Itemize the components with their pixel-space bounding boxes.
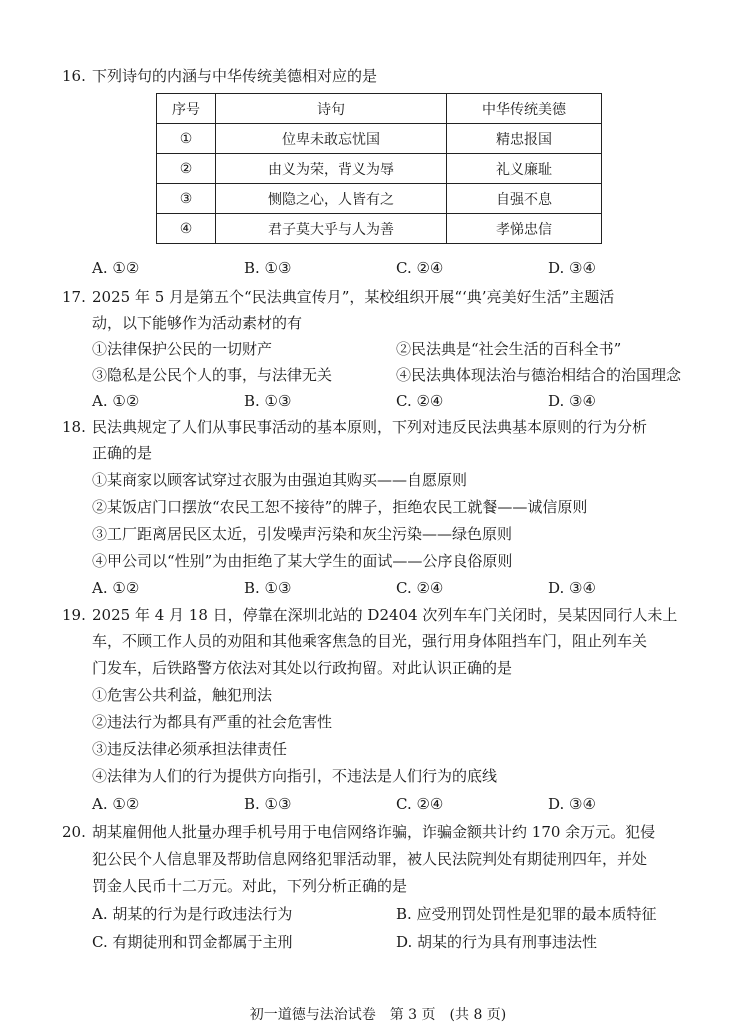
table-row (157, 214, 602, 244)
option-b[interactable]: B. ①③ (244, 795, 292, 813)
table-header-row (157, 94, 602, 124)
table-header-cell: 序号 (157, 94, 216, 124)
question-text-cont: 正确的是 (92, 444, 153, 462)
option-c[interactable]: C. ②④ (396, 579, 444, 597)
question-17-stem (62, 284, 702, 310)
statement-item: ④法律为人们的行为提供方向指引，不违法是人们行为的底线 (92, 767, 498, 785)
table-header-cell: 诗句 (216, 94, 447, 124)
table-row (157, 154, 602, 184)
question-16-stem (62, 63, 702, 89)
question-text: 2025 年 4 月 18 日，停靠在深圳北站的 D2404 次列车车门关闭时，吴某因同行人未上 (92, 606, 678, 624)
question-number: 19. (62, 606, 86, 624)
option-c[interactable]: C. ②④ (396, 795, 444, 813)
question-18-stem (62, 414, 702, 440)
option-d[interactable]: D. ③④ (548, 579, 596, 597)
question-text: 下列诗句的内涵与中华传统美德相对应的是 (92, 67, 378, 85)
statement-item: ①某商家以顾客试穿过衣服为由强迫其购买——自愿原则 (92, 471, 468, 489)
answer-options (92, 901, 692, 927)
question-number: 16. (62, 67, 86, 85)
statement-item: ①法律保护公民的一切财产 (92, 340, 273, 358)
statement-row (92, 336, 692, 362)
question-20-stem (62, 819, 702, 845)
statement-item: ②民法典是“社会生活的百科全书” (396, 340, 622, 358)
question-text: 胡某雇佣他人批量办理手机号用于电信网络诈骗，诈骗金额共计约 170 余万元。犯侵 (92, 823, 656, 841)
statement-item: ④民法典体现法治与德治相结合的治国理念 (396, 366, 682, 384)
option-b[interactable]: B. ①③ (244, 392, 292, 410)
question-19-stem (62, 602, 702, 628)
page-footer: 初一道德与法治试卷 第 3 页 (共 8 页) (249, 1007, 507, 1023)
statement-item: ③工厂距离居民区太近，引发噪声污染和灰尘污染——绿色原则 (92, 525, 513, 543)
table-cell: 孝悌忠信 (447, 214, 602, 244)
table-cell: 精忠报国 (447, 124, 602, 154)
question-number: 18. (62, 418, 86, 436)
option-a[interactable]: A. ①② (92, 795, 140, 813)
question-text-cont: 罚金人民币十二万元。对此，下列分析正确的是 (92, 877, 408, 895)
table-cell: 礼义廉耻 (447, 154, 602, 184)
answer-options (92, 792, 632, 816)
answer-options (92, 389, 632, 413)
statement-item: ②违法行为都具有严重的社会危害性 (92, 713, 333, 731)
option-c[interactable]: C. ②④ (396, 392, 444, 410)
table-cell: 位卑未敢忘忧国 (216, 124, 447, 154)
table-row (157, 184, 602, 214)
table-cell: 君子莫大乎与人为善 (216, 214, 447, 244)
question-text: 2025 年 5 月是第五个“民法典宣传月”，某校组织开展“‘典’亮美好生活”主题活 (92, 288, 615, 306)
statement-item: ③隐私是公民个人的事，与法律无关 (92, 366, 333, 384)
answer-options (92, 256, 632, 280)
option-d[interactable]: D. ③④ (548, 795, 596, 813)
option-a[interactable]: A. ①② (92, 579, 140, 597)
virtues-table (156, 93, 602, 244)
option-c[interactable]: C. 有期徒刑和罚金都属于主刑 (92, 933, 293, 951)
option-d[interactable]: D. ③④ (548, 259, 596, 277)
answer-options (92, 576, 632, 600)
question-text-cont: 门发车，后铁路警方依法对其处以行政拘留。对此认识正确的是 (92, 659, 513, 677)
statement-item: ②某饭店门口摆放“农民工恕不接待”的牌子，拒绝农民工就餐——诚信原则 (92, 498, 588, 516)
question-text-cont: 车，不顾工作人员的劝阻和其他乘客焦急的目光，强行用身体阻挡车门，阻止列车关 (92, 632, 648, 650)
table-cell: 由义为荣，背义为辱 (216, 154, 447, 184)
option-b[interactable]: B. 应受刑罚处罚性是犯罪的最本质特征 (396, 905, 657, 923)
statement-row (92, 362, 692, 388)
question-text-cont: 犯公民个人信息罪及帮助信息网络犯罪活动罪，被人民法院判处有期徒刑四年，并处 (92, 850, 648, 868)
option-a[interactable]: A. 胡某的行为是行政违法行为 (92, 905, 293, 923)
question-number: 20. (62, 823, 86, 841)
table-cell: ④ (157, 214, 216, 244)
table-row (157, 124, 602, 154)
table-cell: 自强不息 (447, 184, 602, 214)
option-b[interactable]: B. ①③ (244, 579, 292, 597)
question-number: 17. (62, 288, 86, 306)
table-cell: ③ (157, 184, 216, 214)
option-a[interactable]: A. ①② (92, 392, 140, 410)
statement-item: ③违反法律必须承担法律责任 (92, 740, 288, 758)
table-cell: ① (157, 124, 216, 154)
statement-item: ①危害公共利益，触犯刑法 (92, 686, 273, 704)
answer-options (92, 929, 692, 955)
question-text-cont: 动，以下能够作为活动素材的有 (92, 314, 303, 332)
option-d[interactable]: D. 胡某的行为具有刑事违法性 (396, 933, 598, 951)
table-cell: 恻隐之心，人皆有之 (216, 184, 447, 214)
option-a[interactable]: A. ①② (92, 259, 140, 277)
table-cell: ② (157, 154, 216, 184)
option-d[interactable]: D. ③④ (548, 392, 596, 410)
option-c[interactable]: C. ②④ (396, 259, 444, 277)
statement-item: ④甲公司以“性别”为由拒绝了某大学生的面试——公序良俗原则 (92, 552, 513, 570)
option-b[interactable]: B. ①③ (244, 259, 292, 277)
question-text: 民法典规定了人们从事民事活动的基本原则，下列对违反民法典基本原则的行为分析 (92, 418, 648, 436)
table-header-cell: 中华传统美德 (447, 94, 602, 124)
